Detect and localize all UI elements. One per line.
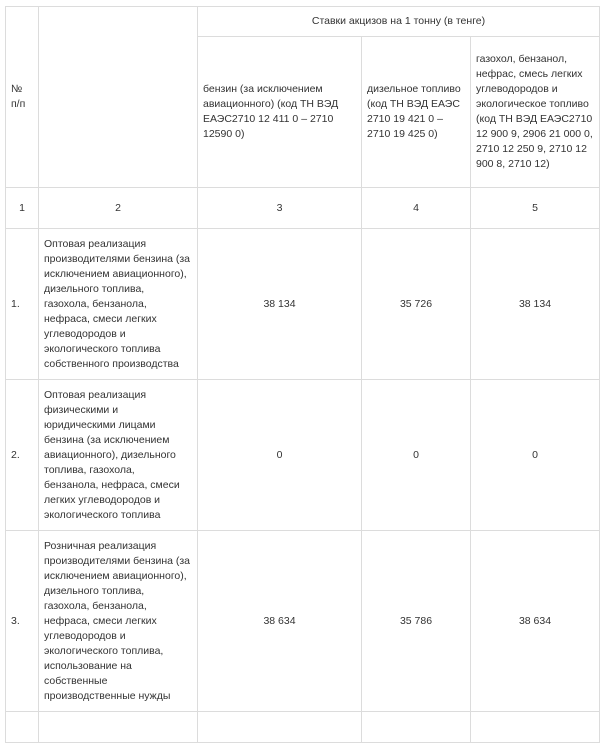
- row-description-cell: Оптовая реализация физическими и юридическими лицами бензина (за исключением авиационного), дизельного топлива, газохола, бензанола, нефраса, смеси легких углеводородов и экологического топлива: [39, 380, 198, 531]
- diesel-rate-cell: 35 786: [362, 531, 471, 712]
- gasohol-rate-cell: 38 134: [471, 229, 600, 380]
- column-number-cell: 5: [471, 188, 600, 229]
- column-numbers-row: [6, 188, 600, 229]
- table-row: [6, 229, 600, 380]
- header-gasoline-cell: бензин (за исключением авиационного) (код ТН ВЭД ЕАЭС2710 12 411 0 – 2710 12590 0): [198, 37, 362, 188]
- row-number-cell: 2.: [6, 380, 39, 531]
- header-gasohol-cell: газохол, бензанол, нефрас, смесь легких углеводородов и экологическое топливо (код ТН ВЭД ЕАЭС2710 12 900 9, 2906 21 000 0, 2710 12 250 9, 2710 12 900 8, 2710 12): [471, 37, 600, 188]
- table-row-partial: [6, 712, 600, 743]
- gasoline-rate-cell: 38 634: [198, 531, 362, 712]
- gasoline-rate-cell: 38 134: [198, 229, 362, 380]
- header-num-cell: № п/п: [6, 7, 39, 188]
- empty-cell: [362, 712, 471, 743]
- header-diesel-cell: дизельное топливо (код ТН ВЭД ЕАЭС 2710 19 421 0 – 2710 19 425 0): [362, 37, 471, 188]
- row-description-cell: Розничная реализация производителями бензина (за исключением авиационного), дизельного топлива, газохола, бензанола, нефраса, смеси легких углеводородов и экологического топлива, использование на собственные производственные нужды: [39, 531, 198, 712]
- header-row-top: [6, 7, 600, 37]
- table-row: [6, 531, 600, 712]
- empty-cell: [471, 712, 600, 743]
- row-number-cell: 3.: [6, 531, 39, 712]
- diesel-rate-cell: 35 726: [362, 229, 471, 380]
- gasohol-rate-cell: 38 634: [471, 531, 600, 712]
- column-number-cell: 4: [362, 188, 471, 229]
- diesel-rate-cell: 0: [362, 380, 471, 531]
- excise-rates-table: [5, 6, 600, 743]
- empty-cell: [198, 712, 362, 743]
- column-number-cell: 3: [198, 188, 362, 229]
- table-row: [6, 380, 600, 531]
- header-description-cell: [39, 7, 198, 188]
- empty-cell: [39, 712, 198, 743]
- gasoline-rate-cell: 0: [198, 380, 362, 531]
- row-description-cell: Оптовая реализация производителями бензина (за исключением авиационного), дизельного топлива, газохола, бензанола, нефраса, смеси легких углеводородов и экологического топлива собственного производства: [39, 229, 198, 380]
- header-rates-cell: Ставки акцизов на 1 тонну (в тенге): [198, 7, 600, 37]
- row-number-cell: 1.: [6, 229, 39, 380]
- column-number-cell: 1: [6, 188, 39, 229]
- gasohol-rate-cell: 0: [471, 380, 600, 531]
- empty-cell: [6, 712, 39, 743]
- column-number-cell: 2: [39, 188, 198, 229]
